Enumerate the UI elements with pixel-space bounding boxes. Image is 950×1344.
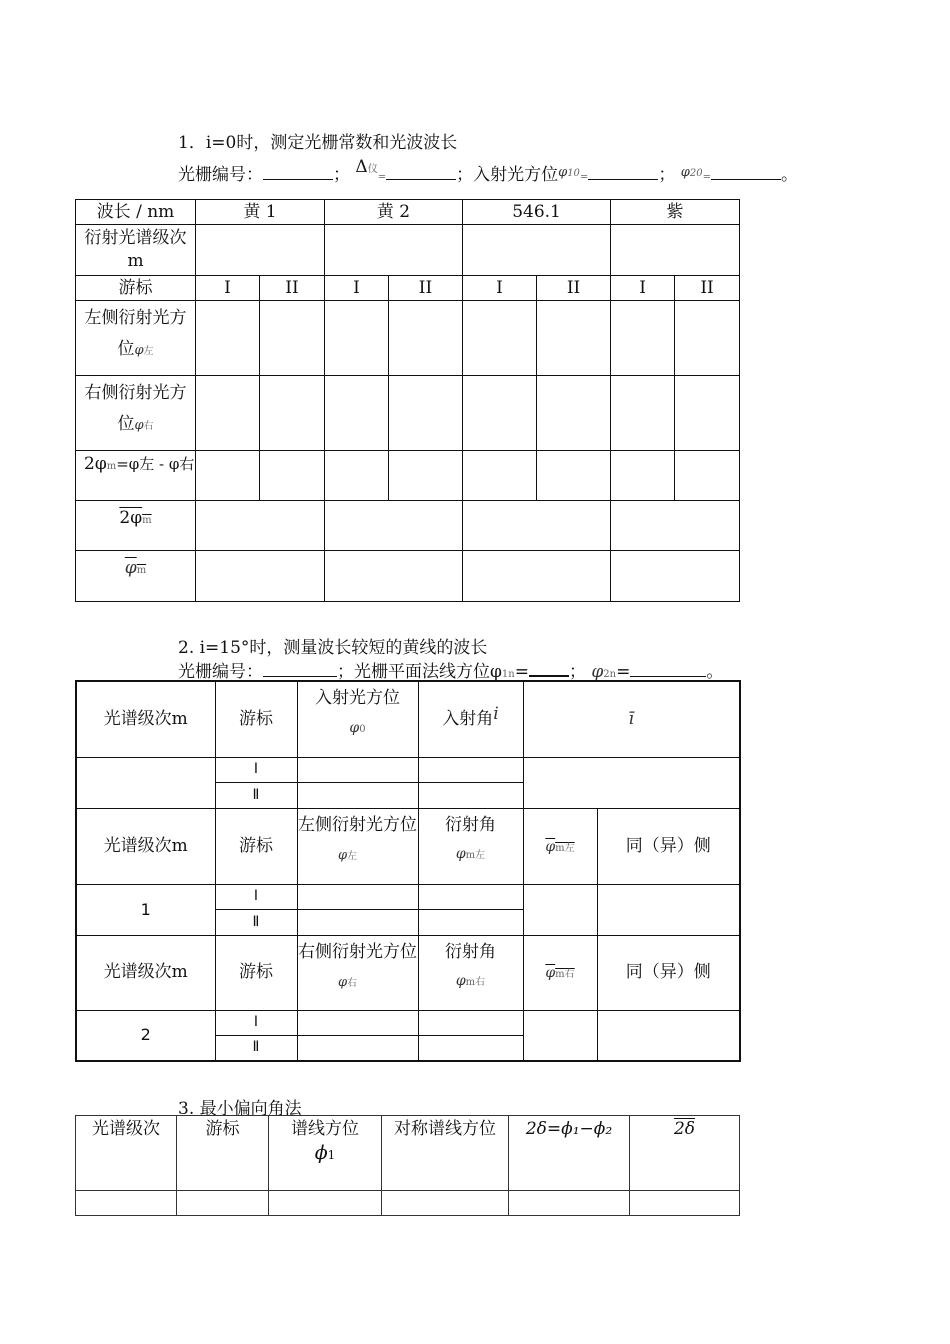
avg-incident-angle-header: ī bbox=[523, 681, 740, 757]
avg-cell[interactable] bbox=[611, 551, 740, 602]
vernier-I: I bbox=[611, 276, 675, 301]
data-cell[interactable] bbox=[382, 1191, 509, 1216]
data-cell[interactable] bbox=[196, 376, 260, 451]
data-cell[interactable] bbox=[418, 1010, 523, 1035]
phi10-blank[interactable] bbox=[588, 164, 658, 180]
avg-two-phi-header: 2φm bbox=[76, 501, 196, 551]
data-cell[interactable] bbox=[418, 782, 523, 808]
data-cell[interactable] bbox=[611, 376, 675, 451]
order-header: 光谱级次m bbox=[76, 935, 215, 1010]
diffraction-angle-header: 衍射角 φm右 bbox=[418, 935, 523, 1010]
grating-number-label: 光栅编号： bbox=[178, 165, 263, 185]
left-diffraction-header: 左侧衍射光方位 φ左 bbox=[297, 808, 418, 884]
right-diffraction-header: 右侧衍射光方位 φ右 bbox=[297, 935, 418, 1010]
avg-cell[interactable] bbox=[463, 551, 611, 602]
phi20-symbol: φ20 bbox=[680, 165, 703, 180]
order-2: 2 bbox=[76, 1010, 215, 1061]
order-header: 光谱级次 bbox=[76, 1116, 177, 1191]
side-cell[interactable] bbox=[597, 884, 740, 935]
avg-cell[interactable] bbox=[611, 501, 740, 551]
diffraction-angle-header: 衍射角 φm左 bbox=[418, 808, 523, 884]
data-cell[interactable] bbox=[297, 1035, 418, 1061]
data-cell[interactable] bbox=[463, 301, 537, 376]
data-cell[interactable] bbox=[389, 451, 463, 501]
col-yellow1: 黄 1 bbox=[196, 200, 325, 225]
data-cell[interactable] bbox=[675, 301, 740, 376]
order-cell[interactable] bbox=[196, 225, 325, 276]
section2-info-line: 光栅编号： ；光栅平面法线方位φ1n= ； φ2n= 。 bbox=[178, 662, 724, 682]
vernier-II: II bbox=[389, 276, 463, 301]
avg-cell[interactable] bbox=[196, 551, 325, 602]
delta-instrument-blank[interactable] bbox=[386, 164, 456, 180]
vernier-II: Ⅱ bbox=[215, 782, 297, 808]
section1-info-line: 光栅编号： ； Δ仪= ；入射光方位$^{\varphi 10}$= ； $^{\varphi 20}$= 。 bbox=[178, 157, 798, 185]
same-side-header: 同（异）侧 bbox=[597, 935, 740, 1010]
data-cell[interactable] bbox=[389, 301, 463, 376]
vernier-I: Ⅰ bbox=[215, 757, 297, 782]
data-cell[interactable] bbox=[297, 909, 418, 935]
vernier-I: I bbox=[463, 276, 537, 301]
grating-number-blank[interactable] bbox=[263, 164, 333, 180]
avg-diffraction-angle-header: φm左 bbox=[523, 808, 597, 884]
normal-phi1n-blank[interactable] bbox=[529, 660, 569, 677]
col-violet: 紫 bbox=[611, 200, 740, 225]
col-546: 546.1 bbox=[463, 200, 611, 225]
data-cell[interactable] bbox=[418, 884, 523, 909]
vernier-I: Ⅰ bbox=[215, 1010, 297, 1035]
incident-direction-header: 入射光方位 φ0 bbox=[297, 681, 418, 757]
avg-cell[interactable] bbox=[463, 501, 611, 551]
avg-cell[interactable] bbox=[325, 551, 463, 602]
data-cell[interactable] bbox=[537, 301, 611, 376]
blank-order-cell[interactable] bbox=[76, 757, 215, 808]
min-deviation-table bbox=[75, 1115, 740, 1216]
grating-constant-table bbox=[75, 199, 740, 602]
data-cell[interactable] bbox=[196, 451, 260, 501]
col-yellow2: 黄 2 bbox=[325, 200, 463, 225]
order-header: 光谱级次m bbox=[76, 681, 215, 757]
vernier-I: I bbox=[325, 276, 389, 301]
avg-two-delta-header: 2δ bbox=[630, 1116, 740, 1191]
data-cell[interactable] bbox=[297, 884, 418, 909]
line-direction-header: 谱线方位 ϕ1 bbox=[269, 1116, 382, 1191]
incidence-15-table bbox=[75, 680, 741, 1062]
vernier-II: II bbox=[537, 276, 611, 301]
data-cell[interactable] bbox=[611, 451, 675, 501]
avg-diffraction-angle-header: φm右 bbox=[523, 935, 597, 1010]
data-cell[interactable] bbox=[389, 376, 463, 451]
data-cell[interactable] bbox=[418, 1035, 523, 1061]
data-cell[interactable] bbox=[297, 1010, 418, 1035]
data-cell[interactable] bbox=[297, 782, 418, 808]
data-cell[interactable] bbox=[675, 451, 740, 501]
vernier-I: I bbox=[196, 276, 260, 301]
two-phi-formula-header: 2φm=φ左 - φ右 bbox=[76, 451, 196, 501]
avg-cell[interactable] bbox=[325, 501, 463, 551]
phi10-symbol: φ10 bbox=[558, 165, 580, 180]
data-cell[interactable] bbox=[537, 451, 611, 501]
two-delta-formula-header: 2δ=ϕ₁−ϕ₂ bbox=[509, 1116, 630, 1191]
vernier-II: II bbox=[260, 276, 325, 301]
data-cell[interactable] bbox=[509, 1191, 630, 1216]
data-cell[interactable] bbox=[177, 1191, 269, 1216]
vernier-header: 游标 bbox=[215, 808, 297, 884]
data-cell[interactable] bbox=[463, 376, 537, 451]
avg-cell[interactable] bbox=[196, 501, 325, 551]
data-cell[interactable] bbox=[418, 757, 523, 782]
side-cell[interactable] bbox=[597, 1010, 740, 1061]
avg-cell[interactable] bbox=[523, 884, 597, 935]
incident-angle-header: 入射角i bbox=[418, 681, 523, 757]
section2-title: 2. i=15°时，测量波长较短的黄线的波长 bbox=[178, 638, 488, 658]
data-cell[interactable] bbox=[325, 301, 389, 376]
order-cell[interactable] bbox=[611, 225, 740, 276]
data-cell[interactable] bbox=[76, 1191, 177, 1216]
data-cell[interactable] bbox=[675, 376, 740, 451]
incident-direction-label: ；入射光方位 bbox=[456, 165, 559, 185]
order-1: 1 bbox=[76, 884, 215, 935]
avg-phi-header: φm bbox=[76, 551, 196, 602]
data-cell[interactable] bbox=[537, 376, 611, 451]
data-cell[interactable] bbox=[260, 451, 325, 501]
vernier-II: II bbox=[675, 276, 740, 301]
left-diffraction-header: 左侧衍射光方位φ左 bbox=[76, 301, 196, 376]
data-cell[interactable] bbox=[196, 301, 260, 376]
section1-title: 1．i=0时，测定光栅常数和光波波长 bbox=[178, 133, 458, 153]
wavelength-header: 波长 / nm bbox=[76, 200, 196, 225]
order-header: 衍射光谱级次 m bbox=[76, 225, 196, 276]
data-cell[interactable] bbox=[269, 1191, 382, 1216]
data-cell[interactable] bbox=[463, 451, 537, 501]
vernier-header: 游标 bbox=[76, 276, 196, 301]
order-cell[interactable] bbox=[325, 225, 463, 276]
vernier-II: Ⅱ bbox=[215, 1035, 297, 1061]
normal-phi2n-blank[interactable] bbox=[630, 661, 706, 677]
same-side-header: 同（异）侧 bbox=[597, 808, 740, 884]
delta-instrument-symbol: Δ仪 bbox=[355, 157, 378, 177]
symmetric-line-header: 对称谱线方位 bbox=[382, 1116, 509, 1191]
data-cell[interactable] bbox=[260, 301, 325, 376]
data-cell[interactable] bbox=[611, 301, 675, 376]
data-cell[interactable] bbox=[325, 451, 389, 501]
section3-title: 3. 最小偏向角法 bbox=[178, 1099, 302, 1119]
avg-incident-cell[interactable] bbox=[523, 757, 740, 808]
order-header: 光谱级次m bbox=[76, 808, 215, 884]
order-cell[interactable] bbox=[463, 225, 611, 276]
data-cell[interactable] bbox=[260, 376, 325, 451]
vernier-header: 游标 bbox=[215, 935, 297, 1010]
data-cell[interactable] bbox=[630, 1191, 740, 1216]
data-cell[interactable] bbox=[325, 376, 389, 451]
phi20-blank[interactable] bbox=[711, 164, 781, 180]
data-cell[interactable] bbox=[297, 757, 418, 782]
vernier-II: Ⅱ bbox=[215, 909, 297, 935]
avg-cell[interactable] bbox=[523, 1010, 597, 1061]
vernier-header: 游标 bbox=[177, 1116, 269, 1191]
grating-number-blank[interactable] bbox=[263, 661, 337, 677]
right-diffraction-header: 右侧衍射光方位φ右 bbox=[76, 376, 196, 451]
vernier-header: 游标 bbox=[215, 681, 297, 757]
data-cell[interactable] bbox=[418, 909, 523, 935]
vernier-I: Ⅰ bbox=[215, 884, 297, 909]
